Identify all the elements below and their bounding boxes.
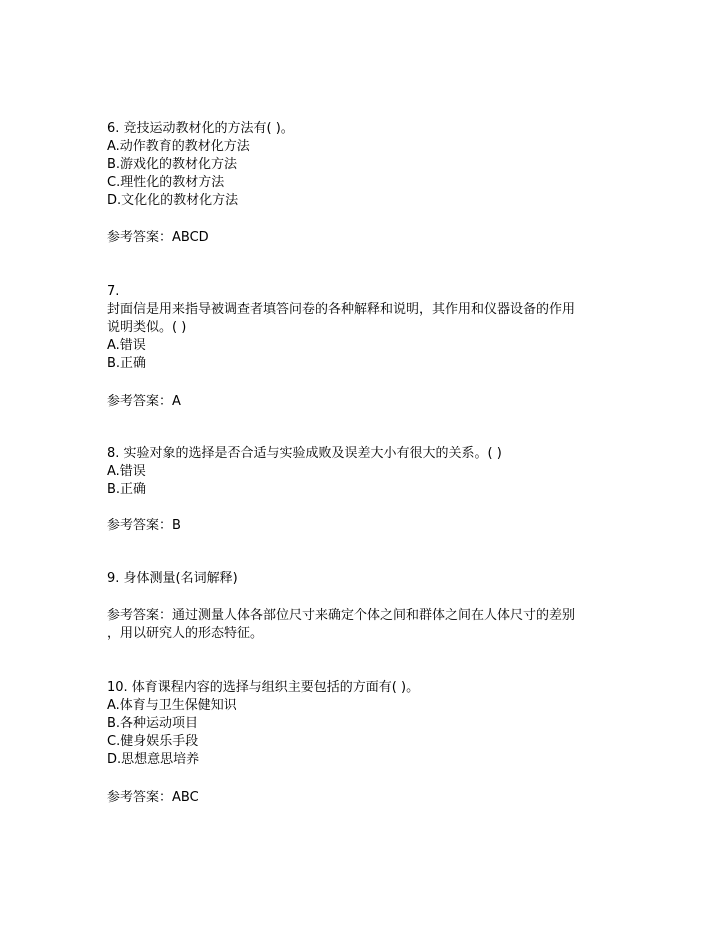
question-7-answer: 参考答案：A — [107, 394, 181, 409]
question-9-stem: 9. 身体测量(名词解释) — [107, 571, 238, 586]
question-10-option-c: C.健身娱乐手段 — [107, 734, 199, 749]
question-10-option-d: D.思想意思培养 — [107, 752, 200, 767]
question-10-stem: 10. 体育课程内容的选择与组织主要包括的方面有( )。 — [107, 680, 420, 695]
question-8-option-b: B.正确 — [107, 482, 147, 497]
question-7-stem-line1: 封面信是用来指导被调查者填答问卷的各种解释和说明，其作用和仪器设备的作用 — [107, 302, 576, 317]
question-7-stem-line2: 说明类似。( ) — [107, 320, 187, 335]
question-7-number: 7. — [107, 284, 120, 299]
question-6-option-d: D.文化化的教材化方法 — [107, 193, 239, 208]
question-6-option-c: C.理性化的教材方法 — [107, 175, 225, 190]
question-6-answer: 参考答案：ABCD — [107, 230, 209, 245]
question-8-answer: 参考答案：B — [107, 518, 181, 533]
question-10-option-b: B.各种运动项目 — [107, 716, 199, 731]
question-6-option-b: B.游戏化的教材化方法 — [107, 157, 238, 172]
question-7-option-b: B.正确 — [107, 356, 147, 371]
question-8-stem: 8. 实验对象的选择是否合适与实验成败及误差大小有很大的关系。( ) — [107, 446, 502, 461]
question-10-option-a: A.体育与卫生保健知识 — [107, 698, 237, 713]
question-7-option-a: A.错误 — [107, 338, 146, 353]
question-8-option-a: A.错误 — [107, 464, 146, 479]
question-9-answer-line2: ，用以研究人的形态特征。 — [107, 626, 264, 641]
question-6-stem: 6. 竞技运动教材化的方法有( )。 — [107, 121, 294, 136]
question-9-answer-line1: 参考答案：通过测量人体各部位尺寸来确定个体之间和群体之间在人体尺寸的差别 — [107, 608, 576, 623]
question-10-answer: 参考答案：ABC — [107, 790, 199, 805]
question-6-option-a: A.动作教育的教材化方法 — [107, 139, 250, 154]
